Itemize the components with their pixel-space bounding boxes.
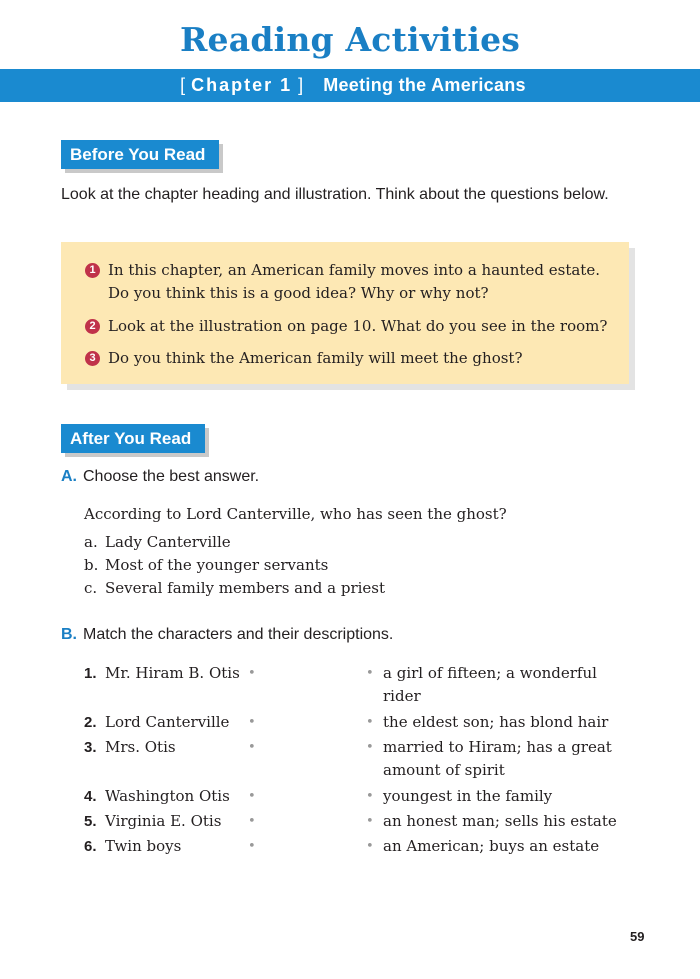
- chapter-close-bracket: ]: [298, 75, 304, 95]
- before-intro-text: Look at the chapter heading and illustration. Think about the questions below.: [61, 186, 609, 203]
- exercise-a-letter: A.: [61, 468, 77, 485]
- character-description: the eldest son; has blond hair: [383, 713, 609, 731]
- exercise-a-instruction: Choose the best answer.: [83, 468, 260, 485]
- character-description: a girl of fifteen; a wonderful rider: [383, 664, 597, 705]
- question-text: Look at the illustration on page 10. What do you see in the room?: [108, 317, 608, 335]
- match-dot-left[interactable]: •: [248, 839, 256, 854]
- match-dot-right[interactable]: •: [366, 666, 374, 681]
- match-dot-left[interactable]: •: [248, 789, 256, 804]
- character-number: 6.: [84, 838, 97, 855]
- match-dot-right[interactable]: •: [366, 814, 374, 829]
- answer-option: [84, 533, 231, 551]
- question-number-badge: 3: [85, 351, 100, 366]
- match-dot-left[interactable]: •: [248, 715, 256, 730]
- exercise-a-heading: [61, 468, 259, 486]
- match-dot-left[interactable]: •: [248, 666, 256, 681]
- character-name: Mrs. Otis: [105, 738, 176, 756]
- answer-option-text: Several family members and a priest: [105, 579, 386, 597]
- character-number: 3.: [84, 739, 97, 756]
- question-item: [85, 259, 615, 305]
- character-name: Mr. Hiram B. Otis: [105, 664, 240, 682]
- exercise-b-letter: B.: [61, 626, 77, 643]
- character-number: 1.: [84, 665, 97, 682]
- character-name: Twin boys: [105, 837, 182, 855]
- character-number: 5.: [84, 813, 97, 830]
- after-you-read-label: After You Read: [61, 424, 205, 453]
- answer-option-letter: a.: [84, 533, 98, 551]
- character-description: youngest in the family: [383, 787, 553, 805]
- match-dot-left[interactable]: •: [248, 814, 256, 829]
- answer-option-letter: b.: [84, 556, 99, 574]
- exercise-b-heading: [61, 626, 393, 644]
- question-box: [61, 242, 629, 384]
- chapter-open-bracket: [: [180, 75, 186, 95]
- character-description: an American; buys an estate: [383, 837, 600, 855]
- character-number: 2.: [84, 714, 97, 731]
- answer-option-text: Most of the younger servants: [105, 556, 329, 574]
- question-item: [85, 347, 615, 370]
- chapter-title: Meeting the Americans: [323, 75, 526, 95]
- chapter-label: Chapter 1: [191, 75, 293, 95]
- question-number-badge: 1: [85, 263, 100, 278]
- match-dot-right[interactable]: •: [366, 839, 374, 854]
- character-description: married to Hiram; has a great amount of spirit: [383, 738, 612, 779]
- match-dot-right[interactable]: •: [366, 789, 374, 804]
- match-dot-right[interactable]: •: [366, 715, 374, 730]
- answer-option-text: Lady Canterville: [105, 533, 231, 551]
- answer-option: [84, 579, 385, 597]
- match-dot-right[interactable]: •: [366, 740, 374, 755]
- page-number: 59: [630, 929, 645, 944]
- match-dot-left[interactable]: •: [248, 740, 256, 755]
- character-name: Lord Canterville: [105, 713, 230, 731]
- question-text: In this chapter, an American family moves into a haunted estate. Do you think this is a good idea? Why or why not?: [108, 261, 600, 302]
- character-name: Washington Otis: [105, 787, 230, 805]
- question-item: [85, 315, 615, 338]
- character-name: Virginia E. Otis: [105, 812, 222, 830]
- chapter-banner: [0, 69, 700, 102]
- character-number: 4.: [84, 788, 97, 805]
- character-description: an honest man; sells his estate: [383, 812, 617, 830]
- before-you-read-label: Before You Read: [61, 140, 219, 169]
- page-title: Reading Activities: [179, 20, 521, 59]
- exercise-a-question: According to Lord Canterville, who has seen the ghost?: [84, 505, 507, 523]
- exercise-b-instruction: Match the characters and their descriptions.: [83, 626, 394, 643]
- answer-option: [84, 556, 328, 574]
- question-text: Do you think the American family will meet the ghost?: [108, 349, 523, 367]
- answer-option-letter: c.: [84, 579, 98, 597]
- question-number-badge: 2: [85, 319, 100, 334]
